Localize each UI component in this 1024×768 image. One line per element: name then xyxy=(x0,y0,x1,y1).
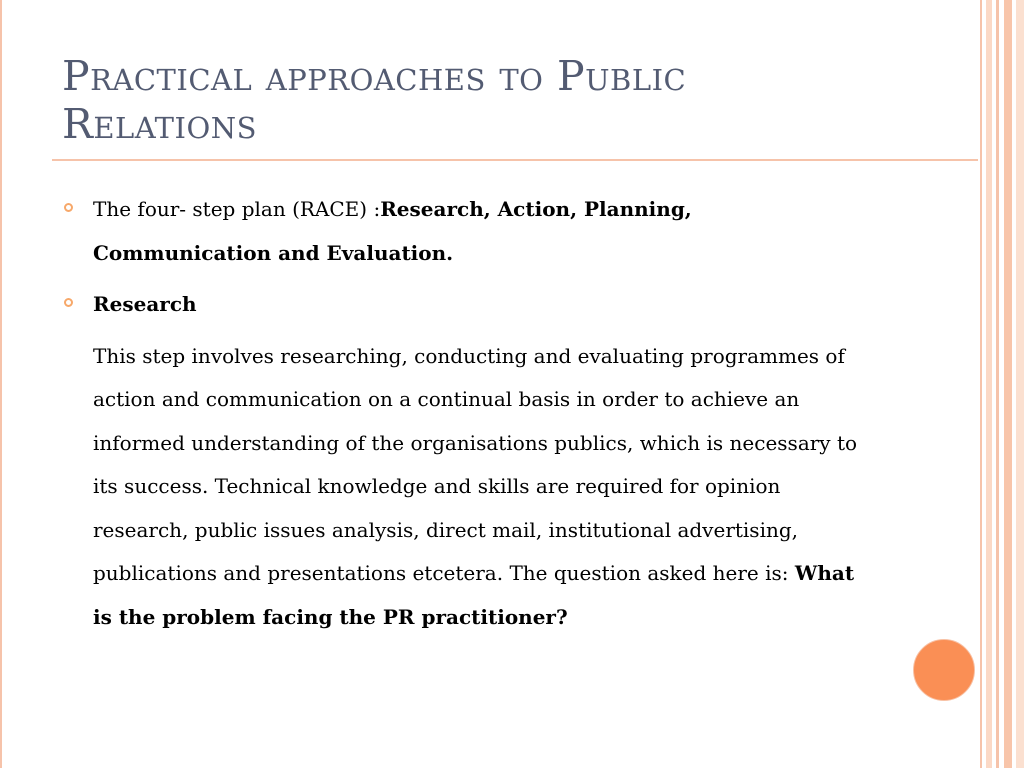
bullet-text: The four- step plan (RACE) : xyxy=(93,197,381,221)
paragraph-text: This step involves researching, conducting and evaluating programmes of action and communication on a continual basis in order to achieve an informed understanding of the organisations publics, which is necessary to its success. Technical knowledge and skills are required for opinion research, public issues analysis, direct mail, institutional advertising, publications and presentations etcetera. The question asked here is: xyxy=(93,343,858,585)
decorative-circle xyxy=(913,639,975,701)
paragraph-question: What is the problem facing the PR practitioner? xyxy=(93,561,855,629)
title-divider xyxy=(52,159,978,161)
section-heading: Research xyxy=(93,292,197,316)
slide-title: Practical approaches to Public Relations xyxy=(62,52,687,148)
bullet-bold-text: Research, Action, Planning, Communication and Evaluation. xyxy=(93,197,692,265)
bullet-item xyxy=(62,188,872,275)
bullet-item xyxy=(62,283,872,327)
decorative-stripes xyxy=(980,0,1024,768)
bullet-circle-icon xyxy=(64,298,73,307)
body-paragraph xyxy=(62,335,872,640)
slide-content xyxy=(62,188,872,639)
bullet-circle-icon xyxy=(64,203,73,212)
